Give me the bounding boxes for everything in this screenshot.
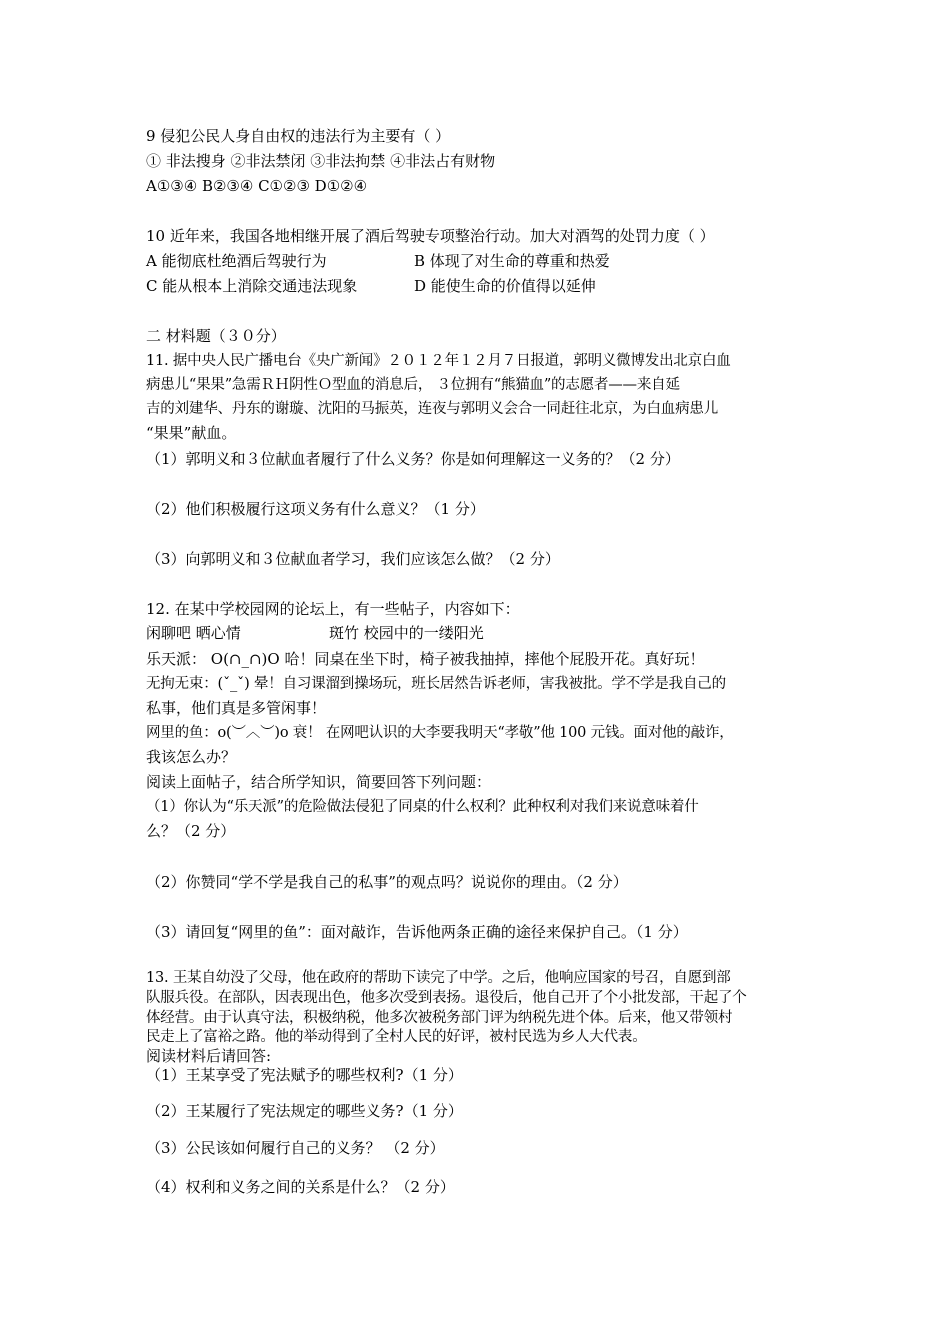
q10-options-row2 bbox=[146, 275, 596, 297]
q10-option-d: D 能使生命的价值得以延伸 bbox=[414, 277, 596, 295]
q10-option-a: A 能彻底杜绝酒后驾驶行为 bbox=[146, 252, 327, 270]
forum-post-wangliyu-cont: 我该怎么办？ bbox=[146, 748, 237, 766]
q13-subquestion-3: （3）公民该如何履行自己的义务？ （2 分） bbox=[146, 1139, 445, 1157]
q13-material-line: 体经营。由于认真守法，积极纳税，他多次被税务部门评为纳税先进个体。后来，他又带领村 bbox=[146, 1010, 733, 1026]
q11-subquestion-1: （1）郭明义和３位献血者履行了什么义务？你是如何理解这一义务的？（2 分） bbox=[146, 450, 680, 468]
forum-post-letianpai: 乐天派： O(∩_∩)O 哈！同桌在坐下时，椅子被我抽掉，摔他个屁股开花。真好玩！ bbox=[146, 650, 705, 668]
q12-subquestion-1: （1）你认为“乐天派”的危险做法侵犯了同桌的什么权利？此种权利对我们来说意味着什 bbox=[146, 799, 699, 815]
forum-post-wujuwushu: 无拘无束：(ˇ_ˇ) 晕！自习课溜到操场玩，班长居然告诉老师，害我被批。学不学是我自己的 bbox=[146, 676, 726, 692]
q13-subquestion-1: （1）王某享受了宪法赋予的哪些权利?（1 分） bbox=[146, 1066, 463, 1084]
q11-subquestion-3: （3）向郭明义和３位献血者学习，我们应该怎么做？（2 分） bbox=[146, 550, 560, 568]
q10-options-row1 bbox=[146, 250, 610, 272]
q13-material-line: 13. 王某自幼没了父母，他在政府的帮助下读完了中学。之后，他响应国家的号召，自愿到部 bbox=[146, 970, 731, 986]
q13-material-line: 民走上了富裕之路。他的举动得到了全村人民的好评，被村民选为乡人大代表。 bbox=[146, 1029, 647, 1045]
q12-subquestion-3: （3）请回复“网里的鱼”：面对敲诈，告诉他两条正确的途径来保护自己。（1 分） bbox=[146, 923, 688, 941]
forum-board-label: 闲聊吧 晒心情 bbox=[146, 624, 241, 642]
forum-post-wujuwushu-cont: 私事，他们真是多管闲事！ bbox=[146, 699, 327, 717]
q9-options: A①③④ B②③④ C①②③ D①②④ bbox=[146, 177, 368, 195]
q13-material-line: 队服兵役。在部队，因表现出色，他多次受到表扬。退役后，他自己开了个小批发部，干起了个 bbox=[146, 990, 747, 1006]
q11-subquestion-2: （2）他们积极履行这项义务有什么意义？（1 分） bbox=[146, 500, 485, 518]
q11-material-line: 吉的刘建华、丹东的谢璇、沈阳的马振英，连夜与郭明义会合一同赶往北京，为白血病患儿 bbox=[146, 401, 718, 417]
q10-option-c: C 能从根本上消除交通违法现象 bbox=[146, 277, 358, 295]
q9-items: ① 非法搜身 ②非法禁闭 ③非法拘禁 ④非法占有财物 bbox=[146, 152, 496, 170]
q11-material-line: “果果”献血。 bbox=[146, 424, 237, 442]
forum-post-wangliyu: 网里的鱼：o(︶︿︶)o 衰！ 在网吧认识的大李要我明天“孝敬”他 100 元钱。面对他的敲诈， bbox=[146, 725, 734, 741]
q10-option-b: B 体现了对生命的尊重和热爱 bbox=[414, 252, 610, 270]
q12-prompt: 阅读上面帖子，结合所学知识，简要回答下列问题： bbox=[146, 773, 492, 791]
q13-subquestion-2: （2）王某履行了宪法规定的哪些义务?（1 分） bbox=[146, 1102, 463, 1120]
section-title: 二 材料题（３０分） bbox=[146, 327, 286, 345]
q12-subquestion-2: （2）你赞同“学不学是我自己的私事”的观点吗？说说你的理由。（2 分） bbox=[146, 873, 628, 891]
q12-intro: 12. 在某中学校园网的论坛上，有一些帖子，内容如下： bbox=[146, 600, 520, 618]
q11-material-line: 11. 据中央人民广播电台《央广新闻》２０１２年１２月７日报道，郭明义微博发出北京白血 bbox=[146, 353, 731, 369]
q13-prompt: 阅读材料后请回答: bbox=[146, 1047, 272, 1065]
q11-material-line: 病患儿“果果”急需ＲＨ阴性Ｏ型血的消息后， ３位拥有“熊猫血”的志愿者——来自延 bbox=[146, 377, 680, 393]
forum-moderator-label: 斑竹 校园中的一缕阳光 bbox=[329, 624, 484, 642]
q13-subquestion-4: （4）权利和义务之间的关系是什么？（2 分） bbox=[146, 1178, 455, 1196]
q12-subquestion-1-cont: 么？（2 分） bbox=[146, 822, 236, 840]
q9-stem: 9 侵犯公民人身自由权的违法行为主要有（ ） bbox=[146, 127, 451, 145]
q10-stem: 10 近年来，我国各地相继开展了酒后驾驶专项整治行动。加大对酒驾的处罚力度（ ） bbox=[146, 227, 715, 245]
q12-forum-header bbox=[146, 622, 484, 644]
